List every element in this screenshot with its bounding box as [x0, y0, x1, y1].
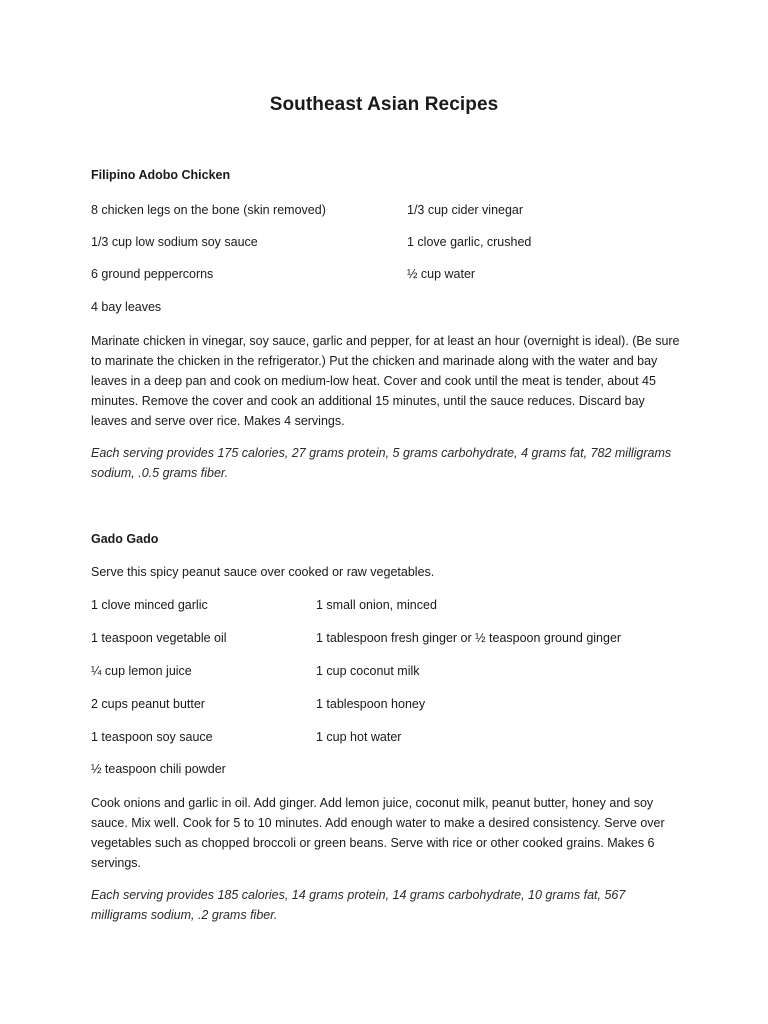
ingredient: 4 bay leaves	[91, 300, 162, 314]
ingredient: 1/3 cup cider vinegar	[407, 203, 524, 217]
ingredient: 1 tablespoon honey	[316, 697, 426, 711]
ingredient: 1 clove garlic, crushed	[407, 235, 532, 249]
recipe-title-adobo: Filipino Adobo Chicken	[91, 168, 231, 182]
ingredient: 1/3 cup low sodium soy sauce	[91, 235, 258, 249]
ingredient: ½ cup water	[407, 267, 476, 281]
ingredient: 1 cup hot water	[316, 730, 402, 744]
ingredient: 1 tablespoon fresh ginger or ½ teaspoon ground ginger	[316, 631, 622, 645]
ingredient: ¼ cup lemon juice	[91, 664, 192, 678]
ingredient: 1 small onion, minced	[316, 598, 437, 612]
ingredient: 6 ground peppercorns	[91, 267, 214, 281]
page-title: Southeast Asian Recipes	[269, 94, 499, 115]
ingredient: 1 cup coconut milk	[316, 664, 420, 678]
ingredient: 1 teaspoon vegetable oil	[91, 631, 227, 645]
nutrition-note-adobo: Each serving provides 175 calories, 27 grams protein, 5 grams carbohydrate, 4 grams fat, 782 milligrams sodium, .0.5 grams fiber.	[91, 446, 672, 480]
ingredient: ½ teaspoon chili powder	[91, 762, 226, 776]
ingredient: 1 clove minced garlic	[91, 598, 208, 612]
nutrition-note-gado-gado: Each serving provides 185 calories, 14 grams protein, 14 grams carbohydrate, 10 grams fat, 567 milligrams sodium, .2 grams fiber.	[91, 888, 626, 922]
recipe-intro-gado-gado: Serve this spicy peanut sauce over cooked or raw vegetables.	[91, 565, 435, 579]
recipe-instructions-adobo: Marinate chicken in vinegar, soy sauce, garlic and pepper, for at least an hour (overnight is ideal). (Be sure to marinate the chicken in the refrigerator.) Put the chicken and marinade along with the water and bay leaves in a deep pan and cook on medium-low heat. Cover and cook until the meat is tender, about 45 minutes. Remove the cover and cook an additional 15 minutes, until the sauce reduces. Discard bay leaves and serve over rice. Makes 4 servings.	[91, 334, 680, 428]
ingredient: 8 chicken legs on the bone (skin removed)	[91, 203, 326, 217]
ingredient: 2 cups peanut butter	[91, 697, 205, 711]
ingredient: 1 teaspoon soy sauce	[91, 730, 213, 744]
recipe-title-gado-gado: Gado Gado	[91, 532, 159, 546]
recipe-instructions-gado-gado: Cook onions and garlic in oil. Add ginger. Add lemon juice, coconut milk, peanut butter, honey and soy sauce. Mix well. Cook for 5 to 10 minutes. Add enough water to make a desired consistency. Serve over vegetables such as chopped broccoli or green beans. Serve with rice or other cooked grains. Makes 6 servings.	[91, 796, 665, 870]
